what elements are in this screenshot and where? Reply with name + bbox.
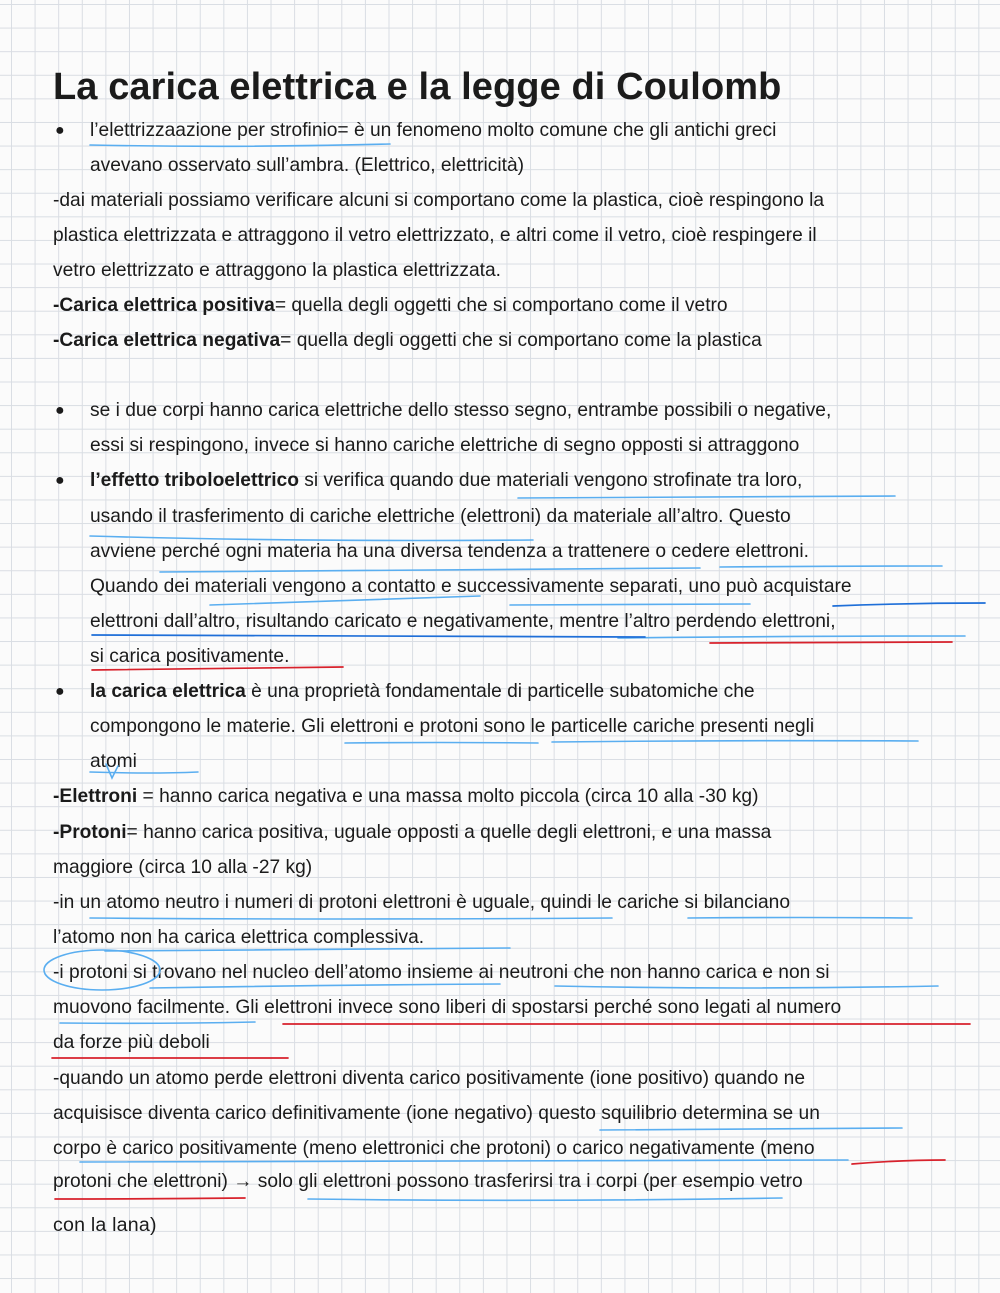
definition-protons <box>53 821 771 845</box>
definition-text: = quella degli oggetti che si comportano come il vetro <box>274 295 728 316</box>
term-electrons: -Elettroni <box>53 786 138 807</box>
text-line: corpo è carico positivamente (meno elettronici che protoni) o carico negativamente (meno <box>53 1138 815 1159</box>
text-line: con la lana) <box>53 1214 157 1236</box>
text-line: -in un atomo neutro i numeri di protoni elettroni è uguale, quindi le cariche si bilanciano <box>53 892 791 913</box>
definition-text: = hanno carica positiva, uguale opposti a quelle degli elettroni, e una massa <box>126 822 772 843</box>
definition-text: = quella degli oggetti che si comportano come la plastica <box>280 330 762 351</box>
bullet-marker: ● <box>55 402 65 419</box>
blue-underline <box>518 496 895 498</box>
blue-underline <box>90 144 390 146</box>
red-underline <box>852 1160 945 1164</box>
bullet-marker: ● <box>55 683 65 700</box>
term-triboelectric: l’effetto triboloelettrico <box>90 470 299 491</box>
text-line: muovono facilmente. Gli elettroni invece sono liberi di spostarsi perché sono legati al numero <box>53 997 842 1018</box>
text-line: avevano osservato sull’ambra. (Elettrico, elettricità) <box>90 155 525 176</box>
text-line: maggiore (circa 10 alla -27 kg) <box>53 857 313 878</box>
text-line: usando il trasferimento di cariche elettriche (elettroni) da materiale all’altro. Questo <box>90 506 791 527</box>
term-positive: -Carica elettrica positiva <box>53 295 275 316</box>
blue-underline <box>160 568 700 572</box>
red-underline <box>283 1024 970 1025</box>
text-line: compongono le materie. Gli elettroni e protoni sono le particelle cariche presenti negli <box>90 716 815 737</box>
term-protons: -Protoni <box>53 822 127 843</box>
blue-underline <box>688 918 912 919</box>
blue-underline <box>510 604 750 605</box>
text-line: elettroni dall’altro, risultando caricato e negativamente, mentre l’altro perdendo elettroni, <box>90 611 836 632</box>
text-line: atomi <box>90 751 137 772</box>
blue-underline <box>618 636 965 638</box>
text-line: acquisisce diventa carico definitivamente (ione negativo) questo squilibrio determina se un <box>53 1103 820 1124</box>
blue-underline <box>720 566 942 567</box>
blue-underline <box>308 1198 782 1200</box>
text-line: Quando dei materiali vengono a contatto e successivamente separati, uno può acquistare <box>90 576 852 597</box>
text-line: avviene perché ogni materia ha una diversa tendenza a trattenere o cedere elettroni. <box>90 541 809 562</box>
page-title: La carica elettrica e la legge di Coulomb <box>53 66 782 108</box>
text-line: -i protoni si trovano nel nucleo dell’atomo insieme ai neutroni che non hanno carica e non si <box>53 962 830 983</box>
dark-blue-underline <box>92 635 645 637</box>
text-line: -quando un atomo perde elettroni diventa carico positivamente (ione positivo) quando ne <box>53 1068 805 1089</box>
red-underline <box>710 642 952 643</box>
definition-positive <box>53 294 728 318</box>
text-span: è una proprietà fondamentale di particelle subatomiche che <box>245 681 755 702</box>
text-line: se i due corpi hanno carica elettriche dello stesso segno, entrambe possibili o negative, <box>90 400 832 421</box>
bullet-marker: ● <box>55 122 65 139</box>
blue-underline <box>60 1022 255 1023</box>
text-line: l’atomo non ha carica elettrica complessiva. <box>53 927 425 948</box>
term-electric-charge: la carica elettrica <box>90 681 246 702</box>
text-line <box>90 469 802 493</box>
blue-underline <box>600 1128 902 1130</box>
definition-text: = hanno carica negativa e una massa molto piccola (circa 10 alla -30 kg) <box>137 786 759 807</box>
definition-negative <box>53 329 762 353</box>
red-underline <box>55 1198 245 1199</box>
text-line: essi si respingono, invece si hanno cariche elettriche di segno opposti si attraggono <box>90 435 800 456</box>
text-line: protoni che elettroni) → solo gli elettroni possono trasferirsi tra i corpi (per esempio vetro <box>53 1171 803 1192</box>
text-line: da forze più deboli <box>53 1032 210 1053</box>
text-line: -dai materiali possiamo verificare alcuni si comportano come la plastica, cioè respingono la <box>53 190 825 211</box>
dark-blue-underline <box>833 603 985 606</box>
text-line: l’elettrizzaazione per strofinio= è un fenomeno molto comune che gli antichi greci <box>90 120 777 141</box>
text-line <box>90 680 755 704</box>
text-line: vetro elettrizzato e attraggono la plastica elettrizzata. <box>53 260 501 281</box>
term-negative: -Carica elettrica negativa <box>53 330 281 351</box>
blue-underline <box>552 741 918 742</box>
text-line: si carica positivamente. <box>90 646 290 667</box>
blue-underline <box>555 986 938 988</box>
definition-electrons <box>53 785 758 809</box>
text-line: plastica elettrizzata e attraggono il vetro elettrizzato, e altri come il vetro, cioè respingere il <box>53 225 817 246</box>
bullet-marker: ● <box>55 472 65 489</box>
blue-underline <box>345 743 538 744</box>
blue-underline <box>90 918 612 919</box>
text-span: si verifica quando due materiali vengono strofinate tra loro, <box>298 470 803 491</box>
